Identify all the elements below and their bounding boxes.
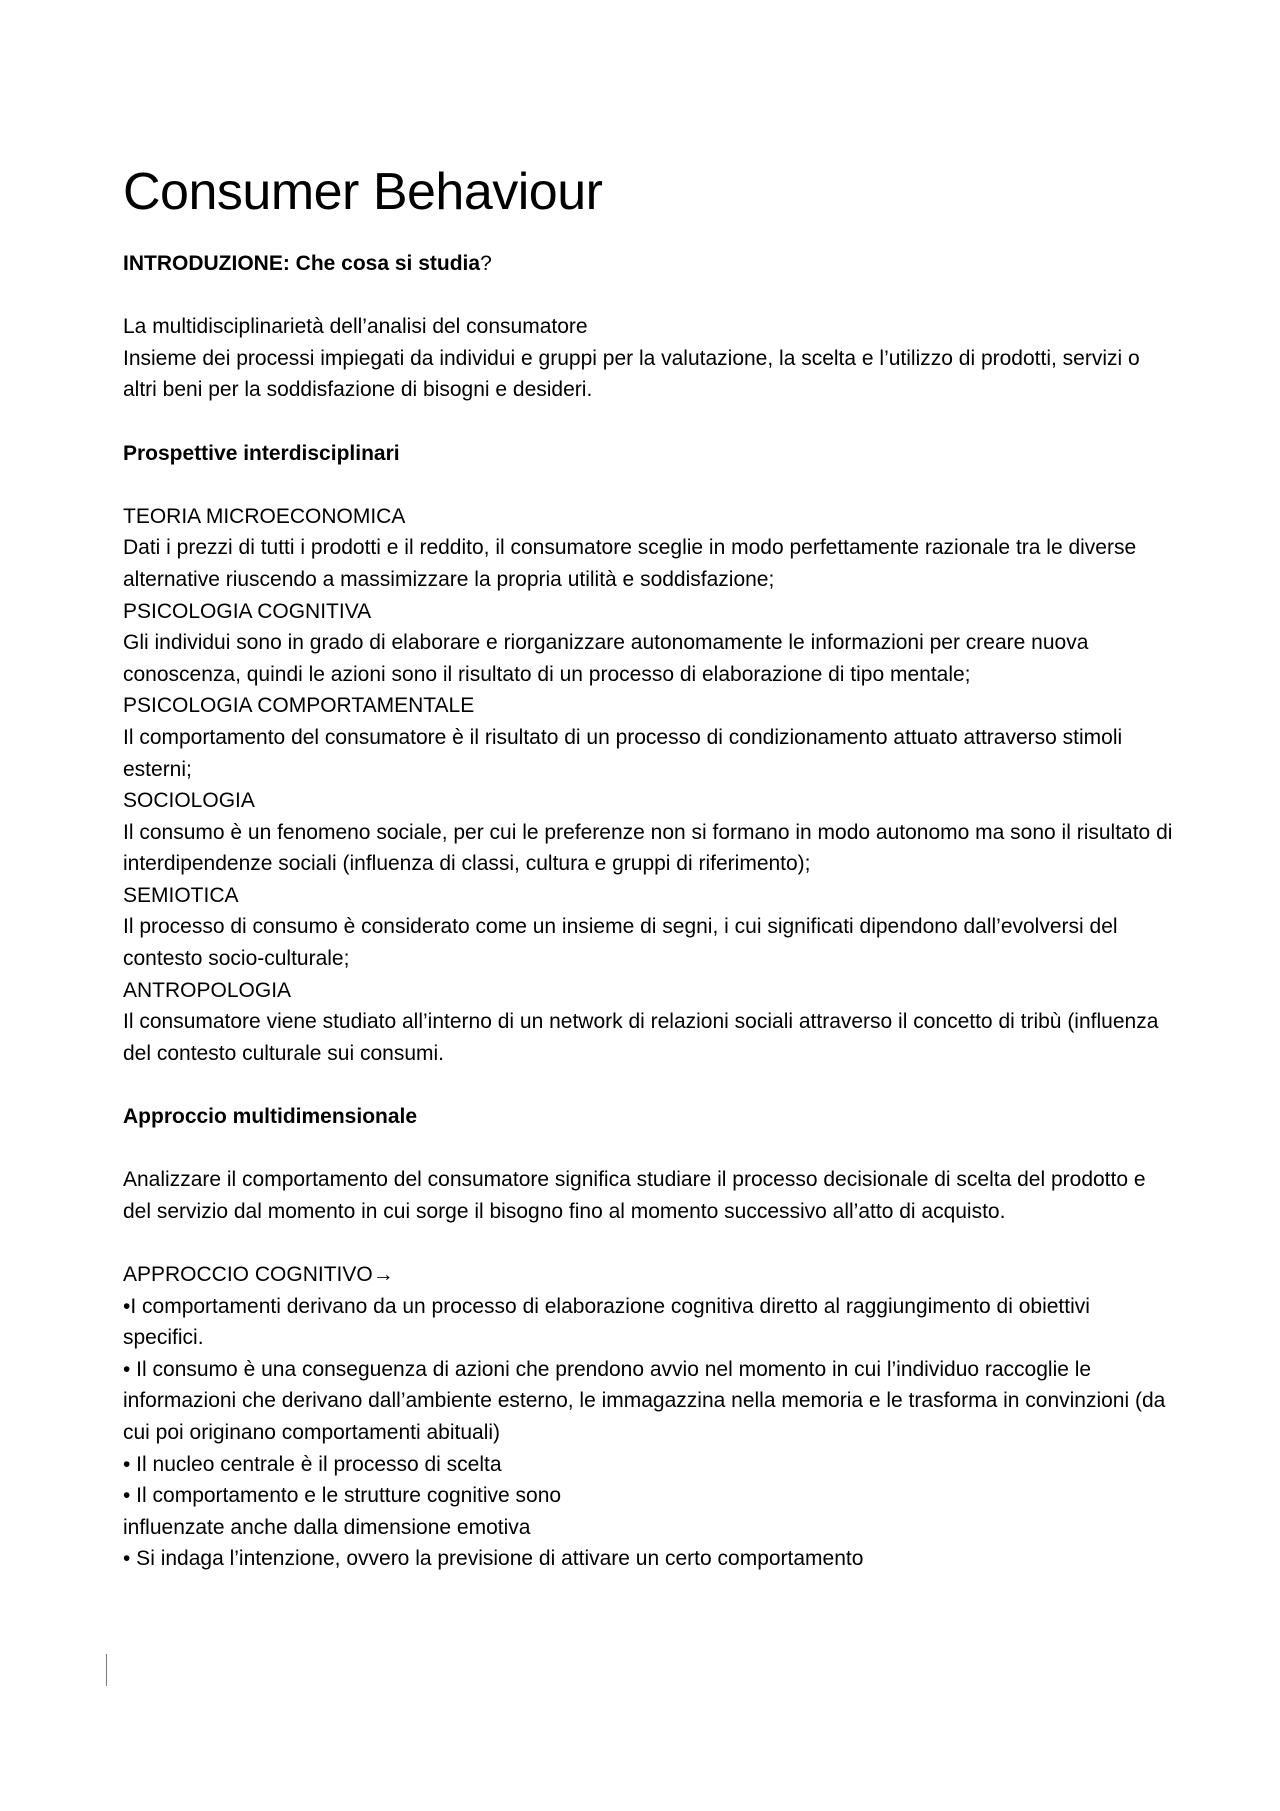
perspective-text: Il consumo è un fenomeno sociale, per cui le preferenze non si formano in modo autonomo ma sono il risultato di interdipendenze sociali (influenza di classi, cultura e gruppi di riferimento);: [123, 820, 1173, 876]
perspective-text: Il consumatore viene studiato all’interno di un network di relazioni sociali attraverso il concetto di tribù (influenza del contesto culturale sui consumi.: [123, 1010, 1159, 1065]
cognitive-bullet: •I comportamenti derivano da un processo di elaborazione cognitiva diretto al raggiungimento di obiettivi specifici.: [123, 1294, 1090, 1350]
intro-heading: [123, 248, 1173, 280]
perspective-text: Dati i prezzi di tutti i prodotti e il reddito, il consumatore sceglie in modo perfettamente razionale tra le diverse alternative riuscendo a massimizzare la propria utilità e soddisfazione;: [123, 536, 1137, 591]
cognitive-bullet: • Si indaga l’intenzione, ovvero la previsione di attivare un certo comportamento: [123, 1547, 864, 1571]
cognitive-bullet: • Il comportamento e le strutture cognitive sono: [123, 1484, 562, 1508]
intro-heading-bold: INTRODUZIONE: Che cosa si studia: [123, 252, 481, 275]
perspective-label: TEORIA MICROECONOMICA: [123, 504, 406, 528]
perspective-text: Il processo di consumo è considerato come un insieme di segni, i cui significati dipendono dall’evolversi del contesto socio-culturale;: [123, 915, 1118, 971]
perspective-text: Gli individui sono in grado di elaborare e riorganizzare autonomamente le informazioni per creare nuova conoscenza, quindi le azioni sono il risultato di un processo di elaborazione di tipo mentale;: [123, 631, 1089, 686]
perspective-text: Il comportamento del consumatore è il risultato di un processo di condizionamento attuato attraverso stimoli esterni;: [123, 725, 1123, 781]
perspective-label: PSICOLOGIA COGNITIVA: [123, 599, 372, 623]
multidim-text: Analizzare il comportamento del consumatore significa studiare il processo decisionale di scelta del prodotto e del servizio dal momento in cui sorge il bisogno fino al momento successivo all’atto di acquisto.: [123, 1168, 1146, 1223]
perspective-label: SEMIOTICA: [123, 883, 239, 907]
cognitive-heading: [123, 1259, 1173, 1291]
perspective-label: ANTROPOLOGIA: [123, 978, 292, 1002]
perspectives-heading: Prospettive interdisciplinari: [123, 441, 400, 465]
document-body: [123, 248, 1173, 1575]
right-arrow-icon: →: [372, 1263, 394, 1286]
text-cursor[interactable]: [106, 1654, 107, 1686]
intro-subtitle: La multidisciplinarietà dell’analisi del consumatore: [123, 315, 588, 339]
intro-heading-tail: ?: [480, 252, 492, 275]
document-title: Consumer Behaviour: [123, 163, 603, 221]
perspective-label: SOCIOLOGIA: [123, 789, 255, 813]
cognitive-bullet: • Il consumo è una conseguenza di azioni che prendono avvio nel momento in cui l’individuo raccoglie le informazioni che derivano dall’ambiente esterno, le immagazzina nella memoria e le trasforma in convinzioni (da cui poi originano comportamenti abituali): [123, 1357, 1166, 1444]
cognitive-bullet: • Il nucleo centrale è il processo di scelta: [123, 1452, 502, 1476]
cognitive-heading-label: APPROCCIO COGNITIVO: [123, 1263, 373, 1286]
perspective-label: PSICOLOGIA COMPORTAMENTALE: [123, 694, 475, 718]
multidim-heading: Approccio multidimensionale: [123, 1105, 418, 1129]
document-page: [123, 158, 1173, 1575]
cognitive-bullet-continuation: influenzate anche dalla dimensione emotiva: [123, 1515, 531, 1539]
intro-definition: Insieme dei processi impiegati da individui e gruppi per la valutazione, la scelta e l’utilizzo di prodotti, servizi o altri beni per la soddisfazione di bisogni e desideri.: [123, 346, 1140, 402]
